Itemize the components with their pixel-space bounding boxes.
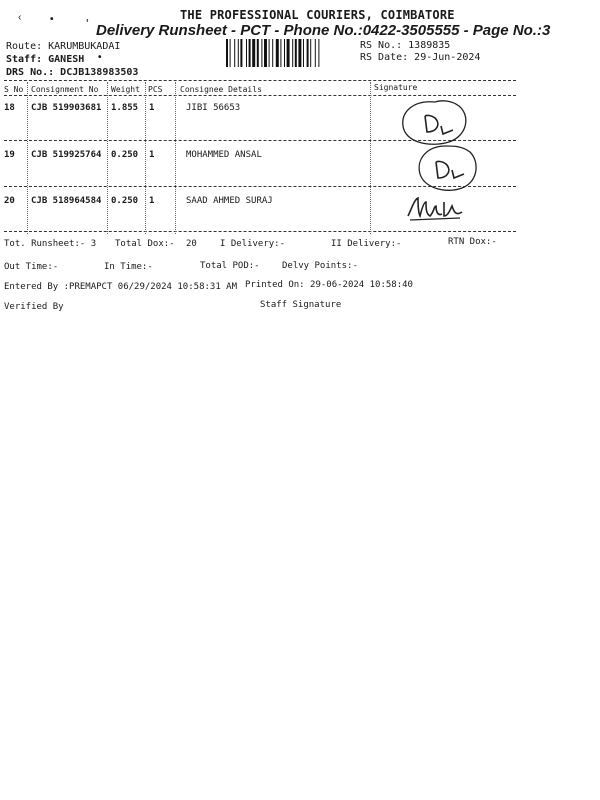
route: Route: KARUMBUKADAI xyxy=(6,41,121,52)
barcode-bar xyxy=(287,39,290,67)
signature-row-19 xyxy=(412,142,482,196)
printed-on: Printed On: 29-06-2024 10:58:40 xyxy=(245,280,413,290)
rtn-dox: RTN Dox:- xyxy=(448,237,497,247)
barcode-bar xyxy=(269,39,270,67)
barcode-bar xyxy=(252,39,255,67)
barcode-bar xyxy=(298,39,301,67)
barcode-bar xyxy=(303,39,304,67)
column-header-consignee: Consignee Details xyxy=(180,85,262,94)
table-row-weight: 1.855 xyxy=(111,103,139,113)
table-row-consignment: CJB 519903681 xyxy=(31,103,102,113)
barcode-bar xyxy=(295,39,297,67)
in-time: In Time:- xyxy=(104,262,153,272)
column-header-pcs: PCS xyxy=(148,85,163,94)
scan-mark: • xyxy=(98,52,102,63)
barcode-bar xyxy=(246,39,247,67)
out-time: Out Time:- xyxy=(4,262,59,272)
total-pod: Total POD:- xyxy=(200,261,260,271)
column-header-weight: Weight xyxy=(111,85,140,94)
table-row-consignee: JIBI 56653 xyxy=(186,103,241,113)
column-divider xyxy=(107,82,108,234)
table-row-consignment: CJB 518964584 xyxy=(31,196,102,206)
table-row-sno: 19 xyxy=(4,150,15,160)
table-row-consignment: CJB 519925764 xyxy=(31,150,102,160)
divider xyxy=(4,231,516,232)
barcode-bar xyxy=(292,39,293,67)
table-row-sno: 20 xyxy=(4,196,15,206)
verified-by: Verified By xyxy=(4,302,64,312)
rs-date: RS Date: 29-Jun-2024 xyxy=(360,52,481,63)
column-divider xyxy=(145,82,146,234)
barcode-bar xyxy=(264,39,267,67)
table-row-sno: 18 xyxy=(4,103,15,113)
barcode-bar xyxy=(284,39,285,67)
barcode-bar xyxy=(272,39,273,67)
barcode-bar xyxy=(226,39,228,67)
column-divider xyxy=(175,82,176,234)
barcode-bar xyxy=(234,39,235,67)
total-dox-value: 20 xyxy=(186,239,197,249)
runsheet-subtitle: Delivery Runsheet - PCT - Phone No.:0422-3505555 - Page No.:3 xyxy=(96,22,551,39)
tot-runsheet: Tot. Runsheet:- 3 xyxy=(4,239,97,249)
table-row-weight: 0.250 xyxy=(111,150,139,160)
rs-number: RS No.: 1389835 xyxy=(360,40,451,51)
signature-row-20 xyxy=(404,194,468,224)
barcode-bar xyxy=(280,39,281,67)
total-dox-label: Total Dox:- xyxy=(115,239,175,249)
table-row-pcs: 1 xyxy=(149,150,155,160)
barcode-bar xyxy=(261,39,262,67)
barcode-bar xyxy=(249,39,251,67)
table-row-weight: 0.250 xyxy=(111,196,139,206)
table-row-pcs: 1 xyxy=(149,103,155,113)
entered-by: Entered By :PREMAPCT 06/29/2024 10:58:31 AM xyxy=(4,282,237,292)
table-row-pcs: 1 xyxy=(149,196,155,206)
barcode-bar xyxy=(276,39,279,67)
delvy-points: Delvy Points:- xyxy=(282,261,358,271)
staff: Staff: GANESH xyxy=(6,54,85,65)
column-header-signature: Signature xyxy=(374,83,418,92)
column-header-sno: S No xyxy=(4,85,24,94)
column-header-consignment: Consignment No xyxy=(31,85,99,94)
barcode-bar xyxy=(238,39,239,67)
barcode-bar xyxy=(307,39,309,67)
barcode-bar xyxy=(240,39,242,67)
scan-mark: ‹ xyxy=(18,12,22,23)
column-divider xyxy=(27,82,28,234)
scan-mark: ʽ xyxy=(86,18,89,29)
barcode-bar xyxy=(257,39,259,67)
staff-signature: Staff Signature xyxy=(260,300,342,310)
column-divider xyxy=(370,82,371,234)
ii-delivery: II Delivery:- xyxy=(331,239,402,249)
barcode-bar xyxy=(315,39,316,67)
page-title: THE PROFESSIONAL COURIERS, COIMBATORE xyxy=(180,8,455,22)
barcode xyxy=(226,39,354,67)
barcode-bar xyxy=(318,39,319,67)
table-row-consignee: SAAD AHMED SURAJ xyxy=(186,196,273,206)
divider xyxy=(4,80,516,81)
barcode-bar xyxy=(310,39,311,67)
barcode-bar xyxy=(230,39,231,67)
i-delivery: I Delivery:- xyxy=(220,239,286,249)
drs-number: DRS No.: DCJB138983503 xyxy=(6,67,139,78)
scan-mark: • xyxy=(50,14,54,25)
table-row-consignee: MOHAMMED ANSAL xyxy=(186,150,262,160)
